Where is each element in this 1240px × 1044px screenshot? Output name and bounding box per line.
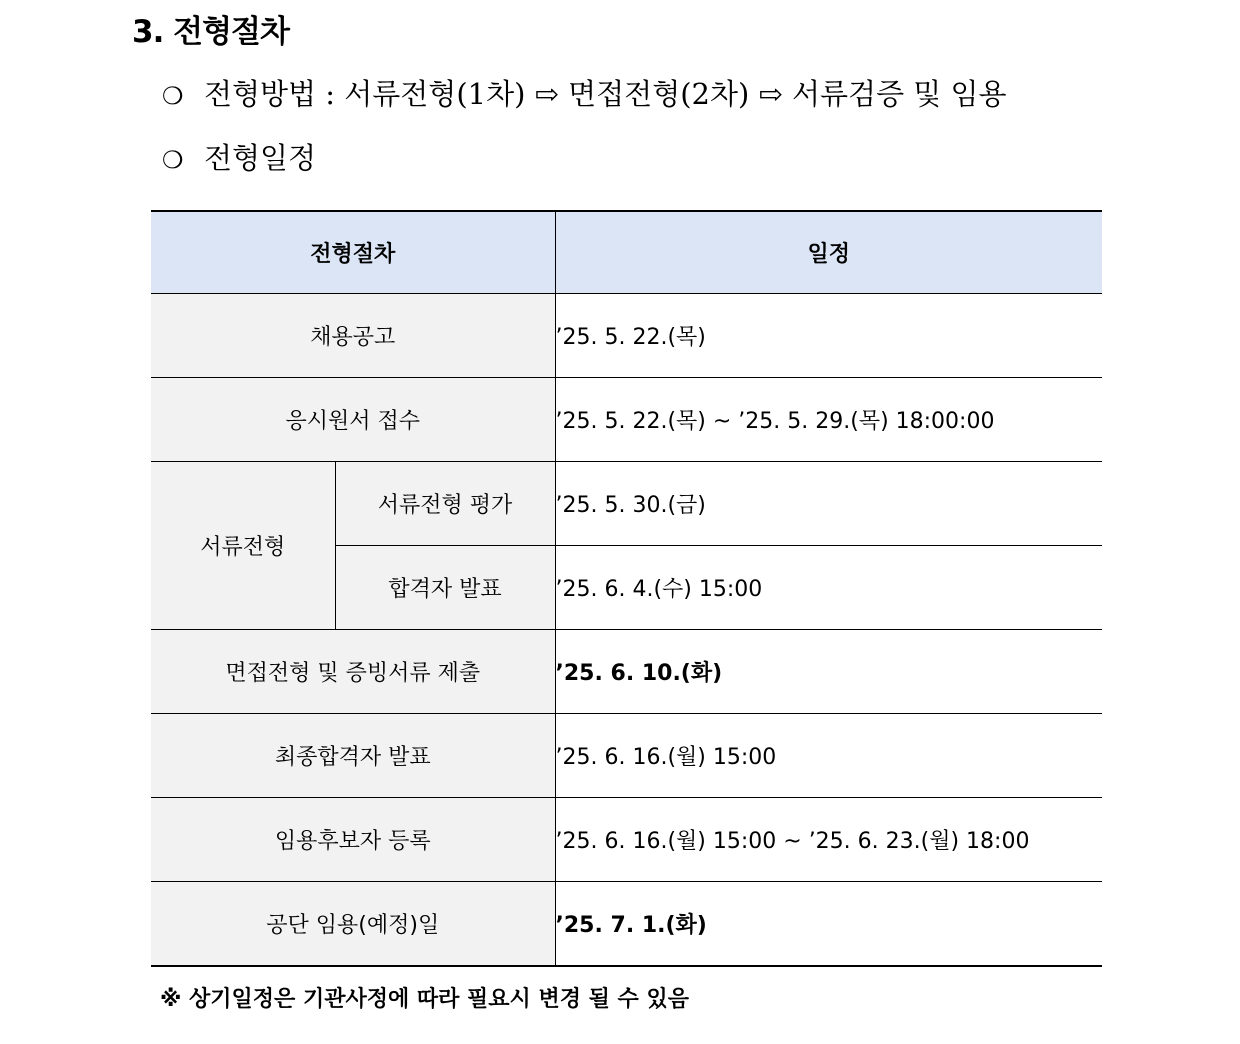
row-date: ’25. 5. 22.(목) ~ ’25. 5. 29.(목) 18:00:00: [555, 378, 1102, 462]
row-label: 응시원서 접수: [151, 378, 555, 462]
header-schedule: 일정: [555, 211, 1102, 294]
schedule-note: ※ 상기일정은 기관사정에 따라 필요시 변경 될 수 있음: [160, 987, 689, 1012]
table-row: [151, 378, 1102, 462]
row-date: ’25. 6. 4.(수) 15:00: [555, 546, 1102, 630]
row-label: 면접전형 및 증빙서류 제출: [151, 630, 555, 714]
row-label: 채용공고: [151, 294, 555, 378]
table-header-row: [151, 211, 1102, 294]
section-title: 3. 전형절차: [132, 14, 289, 50]
bullet-selection-method: [162, 72, 1007, 113]
schedule-table: [151, 210, 1102, 967]
selection-method-text: 전형방법 : 서류전형(1차) ⇨ 면접전형(2차) ⇨ 서류검증 및 임용: [204, 77, 1007, 111]
table-row: [151, 294, 1102, 378]
row-label: 합격자 발표: [335, 546, 555, 630]
row-date: ’25. 7. 1.(화): [555, 882, 1102, 967]
table-row: [151, 882, 1102, 967]
row-label: 최종합격자 발표: [151, 714, 555, 798]
row-date: ’25. 5. 22.(목): [555, 294, 1102, 378]
row-label: 임용후보자 등록: [151, 798, 555, 882]
bullet-selection-schedule: [162, 136, 316, 177]
table-row: [151, 630, 1102, 714]
circle-bullet-icon: ❍: [162, 146, 184, 174]
circle-bullet-icon: ❍: [162, 82, 184, 110]
row-date: ’25. 6. 16.(월) 15:00: [555, 714, 1102, 798]
table-row: [151, 714, 1102, 798]
row-label: 서류전형 평가: [335, 462, 555, 546]
row-date: ’25. 6. 16.(월) 15:00 ~ ’25. 6. 23.(월) 18:00: [555, 798, 1102, 882]
row-label: 공단 임용(예정)일: [151, 882, 555, 967]
table-row: [151, 798, 1102, 882]
row-date: ’25. 6. 10.(화): [555, 630, 1102, 714]
selection-schedule-text: 전형일정: [204, 141, 317, 175]
row-group-label: 서류전형: [151, 462, 335, 630]
header-procedure: 전형절차: [151, 211, 555, 294]
row-date: ’25. 5. 30.(금): [555, 462, 1102, 546]
table-row: [151, 462, 1102, 546]
